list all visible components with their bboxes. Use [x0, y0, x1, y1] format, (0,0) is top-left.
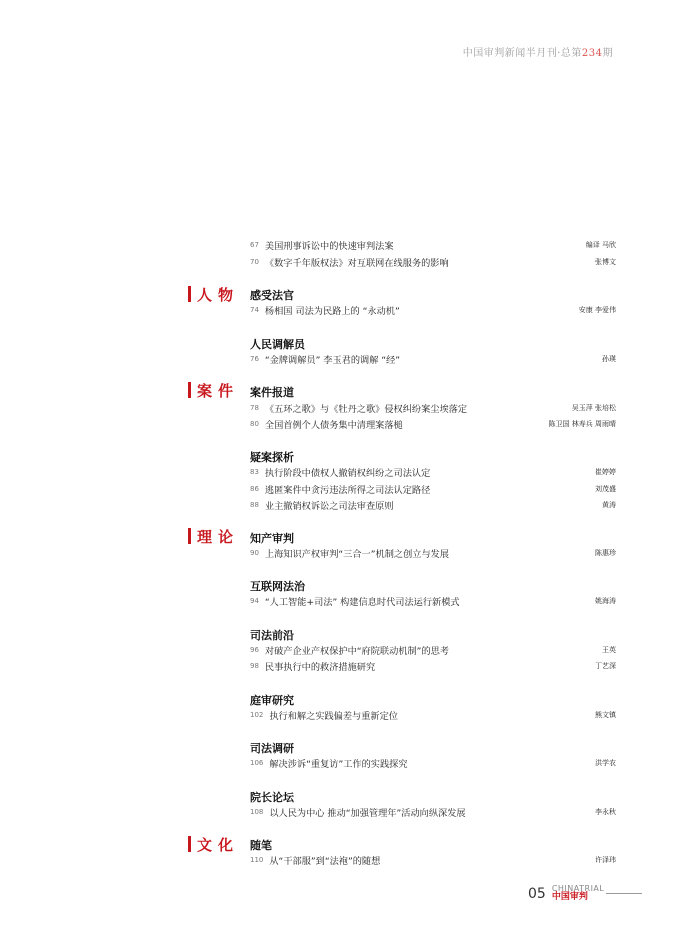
column-title: 随笔 [250, 839, 272, 852]
masthead-prefix: 中国审判新闻半月刊·总第 [462, 48, 582, 59]
column-title: 疑案探析 [250, 451, 294, 464]
toc-entry[interactable] [250, 659, 616, 673]
section-label-text: 文化 [197, 835, 240, 854]
entry-author: 编译 马欣 [585, 241, 616, 249]
toc-entry[interactable] [250, 401, 616, 415]
entry-page-number: 88 [250, 501, 259, 509]
toc-entry[interactable] [250, 417, 616, 431]
toc-entry[interactable] [250, 498, 616, 512]
entry-page-number: 80 [250, 420, 259, 428]
entry-author: 陈惠珍 [595, 549, 616, 557]
entry-page-number: 106 [250, 759, 264, 767]
entry-page-number: 74 [250, 306, 259, 314]
column-title: 感受法官 [250, 289, 294, 302]
entry-page-number: 78 [250, 404, 259, 412]
section-label-text: 理论 [197, 527, 240, 546]
logo-english: CHINATRIAL [551, 884, 605, 893]
footer-rule [606, 893, 642, 894]
toc-entry[interactable] [250, 352, 616, 366]
entry-author: 张博文 [595, 258, 616, 266]
entry-title: 解决涉诉“重复访”工作的实践探究 [269, 759, 408, 770]
entry-title: 美国刑事诉讼中的快速审判法案 [264, 241, 394, 252]
section-label-text: 人物 [197, 285, 240, 304]
entry-page-number: 94 [250, 597, 259, 605]
entry-title: 全国首例个人债务集中清理案落槌 [264, 420, 403, 431]
toc-entry[interactable] [250, 853, 616, 867]
section-label [188, 834, 239, 854]
section-bar [188, 528, 191, 544]
publication-logo [552, 885, 605, 902]
entry-author: 许泽玮 [595, 856, 616, 864]
toc-entry[interactable] [250, 465, 616, 479]
entry-page-number: 86 [250, 485, 259, 493]
masthead-suffix: 期 [602, 48, 613, 59]
masthead [463, 44, 613, 59]
column-title: 司法前沿 [250, 629, 294, 642]
entry-title: “金牌调解员” 李玉君的调解 “经” [264, 355, 401, 366]
toc-entry[interactable] [250, 303, 616, 317]
entry-author: 王英 [602, 646, 616, 654]
toc-entry[interactable] [250, 756, 616, 770]
entry-page-number: 96 [250, 646, 259, 654]
entry-page-number: 110 [250, 856, 264, 864]
toc-entry[interactable] [250, 546, 616, 560]
column-title: 人民调解员 [250, 338, 305, 351]
entry-page-number: 83 [250, 468, 259, 476]
entry-title: 民事执行中的救济措施研究 [264, 662, 376, 673]
entry-author: 洪学农 [595, 759, 616, 767]
entry-title: 业主撤销权诉讼之司法审查原则 [264, 501, 394, 512]
entry-page-number: 108 [250, 808, 264, 816]
entry-author: 黄涛 [602, 501, 616, 509]
entry-title: 《五环之歌》与《牡丹之歌》侵权纠纷案尘埃落定 [264, 404, 468, 415]
toc-entry[interactable] [250, 594, 616, 608]
section-bar [188, 286, 191, 302]
entry-title: 以人民为中心 推动“加强管理年”活动向纵深发展 [269, 808, 466, 819]
section-label [188, 380, 239, 400]
entry-author: 崔婷婷 [595, 468, 616, 476]
section-bar [188, 382, 191, 398]
column-title: 院长论坛 [250, 791, 294, 804]
entry-title: 《数字千年版权法》对互联网在线服务的影响 [264, 258, 449, 269]
page-footer [528, 885, 604, 902]
page-number: 05 [528, 885, 546, 902]
column-title: 知产审判 [250, 532, 294, 545]
toc-entry[interactable] [250, 482, 616, 496]
toc-entry[interactable] [250, 805, 616, 819]
entry-page-number: 67 [250, 241, 259, 249]
entry-title: 上海知识产权审判“三合一”机制之创立与发展 [264, 549, 450, 560]
entry-title: 对破产企业产权保护中“府院联动机制”的思考 [264, 646, 450, 657]
logo-chinese: 中国审判 [551, 892, 588, 902]
entry-author: 孙瑛 [602, 355, 616, 363]
toc-entry[interactable] [250, 643, 616, 657]
entry-page-number: 90 [250, 549, 259, 557]
column-title: 互联网法治 [250, 580, 305, 593]
entry-author: 陈卫国 林寿兵 周雨晴 [548, 420, 616, 428]
entry-title: 杨相国 司法为民路上的 “永动机” [264, 306, 400, 317]
toc-entry[interactable] [250, 238, 616, 252]
section-label-text: 案件 [197, 381, 240, 400]
issue-number: 234 [581, 48, 603, 59]
entry-author: 丁艺深 [595, 662, 616, 670]
entry-page-number: 70 [250, 258, 259, 266]
entry-title: 逃匿案件中贪污违法所得之司法认定路径 [264, 485, 431, 496]
entry-page-number: 102 [250, 711, 264, 719]
column-title: 庭审研究 [250, 694, 294, 707]
entry-page-number: 76 [250, 355, 259, 363]
section-label [188, 526, 239, 546]
column-title: 司法调研 [250, 742, 294, 755]
entry-author: 熊文镇 [595, 711, 616, 719]
entry-title: 从“干部服”到“法袍”的随想 [269, 856, 381, 867]
entry-author: 吴玉萍 张培松 [571, 404, 616, 412]
section-label [188, 284, 239, 304]
toc-entry[interactable] [250, 255, 616, 269]
entry-title: 执行和解之实践偏差与重新定位 [269, 711, 398, 722]
entry-author: 安康 李爱伟 [578, 306, 616, 314]
entry-title: “人工智能+司法” 构建信息时代司法运行新模式 [264, 597, 460, 608]
column-title: 案件报道 [250, 386, 294, 399]
entry-author: 姚海涛 [595, 597, 616, 605]
entry-page-number: 98 [250, 662, 259, 670]
entry-author: 刘茂盛 [595, 485, 616, 493]
entry-author: 李永秋 [595, 808, 616, 816]
section-bar [188, 836, 191, 852]
toc-entry[interactable] [250, 708, 616, 722]
entry-title: 执行阶段中债权人撤销权纠纷之司法认定 [264, 468, 431, 479]
